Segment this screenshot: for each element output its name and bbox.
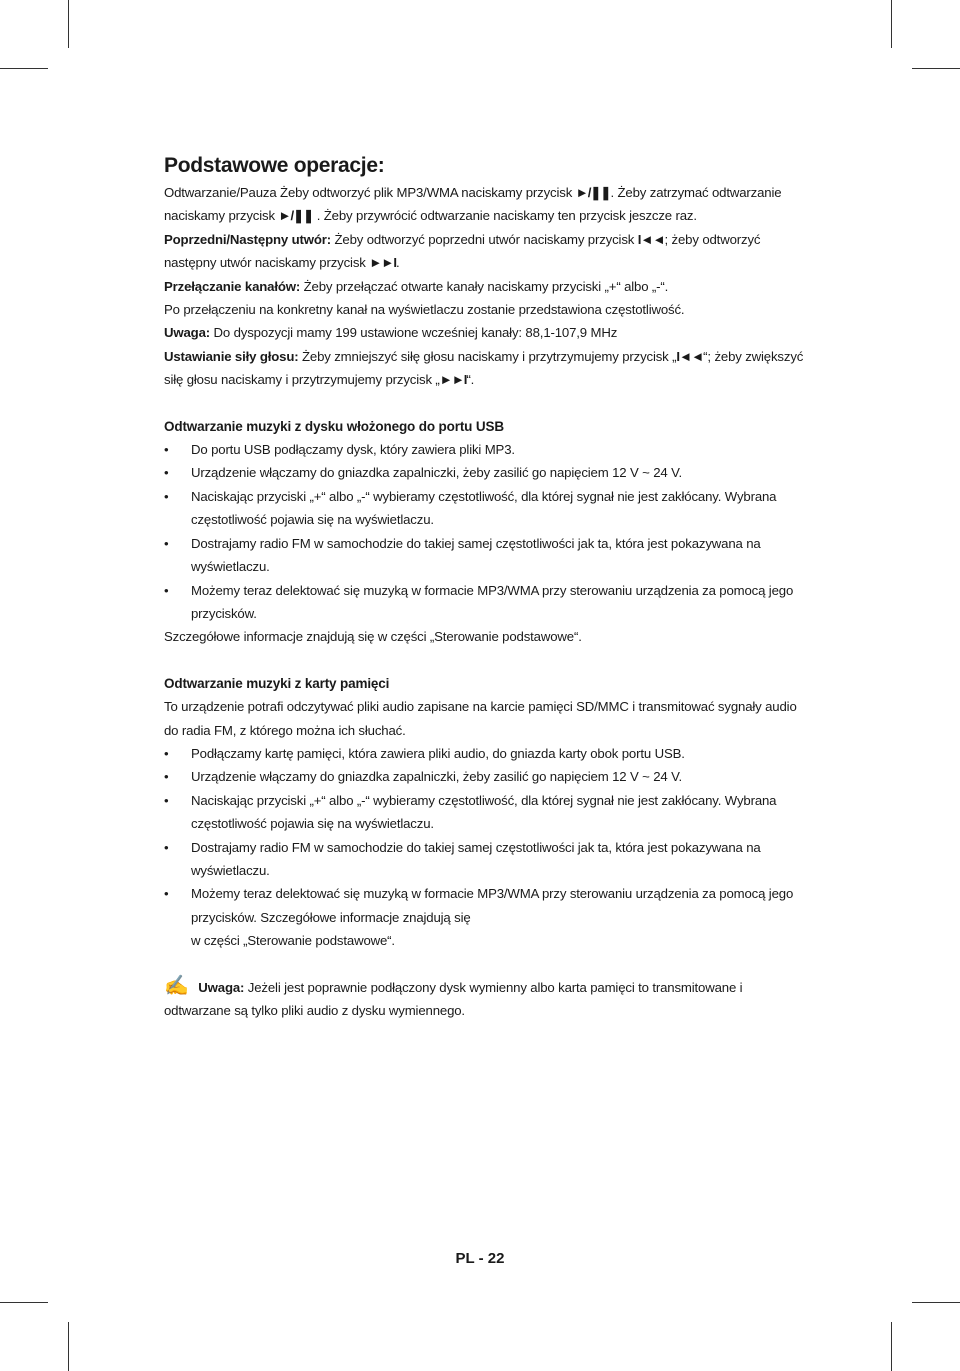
play-pause-text: . Żeby zatrzymać odtwarzanie naciskamy przycisk	[164, 185, 782, 224]
prev-next-text: ; żeby odtworzyć następny utwór naciskamy przycisk	[164, 231, 761, 271]
list-item: • Podłączamy kartę pamięci, która zawiera pliki audio, do gniazda karty obok portu USB.	[164, 742, 804, 765]
writing-hand-icon: ✍	[164, 974, 189, 997]
crop-mark	[891, 0, 892, 48]
play-pause-text: Odtwarzanie/Pauza Żeby odtworzyć plik MP3/WMA naciskamy przycisk	[164, 185, 576, 200]
crop-mark	[912, 1302, 960, 1303]
page-title: Podstawowe operacje:	[164, 154, 385, 177]
previous-track-icon: I◄◄	[676, 348, 704, 364]
usb-list	[164, 438, 804, 625]
list-item: • Dostrajamy radio FM w samochodzie do takiej samej częstotliwości jak ta, która jest pokazywana na wyświetlaczu.	[164, 532, 804, 579]
final-note-label: Uwaga:	[198, 979, 245, 995]
volume-paragraph	[164, 345, 804, 392]
note-label: Uwaga:	[164, 325, 210, 341]
play-pause-text: . Żeby przywrócić odtwarzanie naciskamy ten przycisk jeszcze raz.	[313, 208, 697, 224]
next-track-icon: ►►I	[439, 372, 467, 388]
note-text: Do dyspozycji mamy 199 ustawione wcześniej kanały: 88,1-107,9 MHz	[210, 325, 618, 341]
prev-next-text: Żeby odtworzyć poprzedni utwór naciskamy przycisk	[330, 231, 638, 247]
channels-paragraph	[164, 275, 804, 298]
card-heading: Odtwarzanie muzyki z karty pamięci	[164, 675, 390, 691]
list-item: • Dostrajamy radio FM w samochodzie do takiej samej częstotliwości jak ta, która jest pokazywana na wyświetlaczu.	[164, 836, 804, 883]
crop-mark	[912, 68, 960, 69]
crop-mark	[891, 1322, 892, 1371]
list-item: • Do portu USB podłączamy dysk, który zawiera pliki MP3.	[164, 438, 804, 461]
list-item: • Naciskając przyciski „+“ albo „-“ wybieramy częstotliwość, dla której sygnał nie jest zakłócany. Wybrana częstotliwość pojawia się na wyświetlaczu.	[164, 789, 804, 836]
prev-next-label: Poprzedni/Następny utwór:	[164, 231, 331, 247]
usb-heading: Odtwarzanie muzyki z dysku włożonego do portu USB	[164, 418, 504, 434]
crop-mark	[0, 68, 48, 69]
channels-note	[164, 321, 804, 344]
list-item: • Naciskając przyciski „+“ albo „-“ wybieramy częstotliwość, dla której sygnał nie jest zakłócany. Wybrana częstotliwość pojawia się na wyświetlaczu.	[164, 485, 804, 532]
crop-mark	[68, 1322, 69, 1371]
list-item: • Urządzenie włączamy do gniazdka zapalniczki, żeby zasilić go napięciem 12 V ~ 24 V.	[164, 765, 804, 788]
channels-text: Żeby przełączać otwarte kanały naciskamy przyciski „+“ albo „-“.	[300, 278, 669, 294]
play-pause-icon: ►/❚❚	[278, 208, 314, 224]
volume-text: “; żeby zwiększyć siłę głosu naciskamy i przytrzymujemy przycisk „	[164, 348, 804, 388]
card-intro: To urządzenie potrafi odczytywać pliki audio zapisane na karcie pamięci SD/MMC i transmitować sygnały audio do radia FM, z którego można ich słuchać.	[164, 699, 797, 738]
next-track-icon: ►►I	[369, 255, 397, 271]
list-item-text: w części „Sterowanie podstawowe“.	[191, 933, 395, 949]
channels-paragraph-2: Po przełączeniu na konkretny kanał na wyświetlaczu zostanie przedstawiona częstotliwość.	[164, 302, 685, 318]
final-note	[164, 976, 804, 1023]
crop-mark	[68, 0, 69, 48]
prev-next-paragraph	[164, 228, 804, 275]
volume-text: Żeby zmniejszyć siłę głosu naciskamy i przytrzymujemy przycisk „	[298, 348, 677, 364]
usb-after-text: Szczegółowe informacje znajdują się w części „Sterowanie podstawowe“.	[164, 629, 582, 645]
prev-next-text: .	[396, 255, 400, 271]
volume-text: “.	[466, 372, 475, 388]
card-list	[164, 742, 804, 953]
crop-mark	[0, 1302, 48, 1303]
channels-label: Przełączanie kanałów:	[164, 278, 301, 294]
volume-label: Ustawianie siły głosu:	[164, 348, 299, 364]
play-pause-icon: ►/❚❚	[575, 185, 611, 200]
page-content	[164, 152, 804, 1022]
page-number: PL - 22	[455, 1250, 505, 1267]
list-item-text: Możemy teraz delektować się muzyką w formacie MP3/WMA przy sterowaniu urządzenia za pomocą jego przycisków. Szczegółowe informacje znajdują się	[191, 886, 794, 925]
final-note-text: Jeżeli jest poprawnie podłączony dysk wymienny albo karta pamięci to transmitowane i odtwarzane są tylko pliki audio z dysku wymiennego.	[164, 979, 743, 1018]
play-pause-paragraph	[164, 181, 804, 228]
previous-track-icon: I◄◄	[637, 231, 665, 247]
list-item	[164, 882, 804, 952]
list-item: • Możemy teraz delektować się muzyką w formacie MP3/WMA przy sterowaniu urządzenia za pomocą jego przycisków.	[164, 579, 804, 626]
list-item: • Urządzenie włączamy do gniazdka zapalniczki, żeby zasilić go napięciem 12 V ~ 24 V.	[164, 461, 804, 484]
